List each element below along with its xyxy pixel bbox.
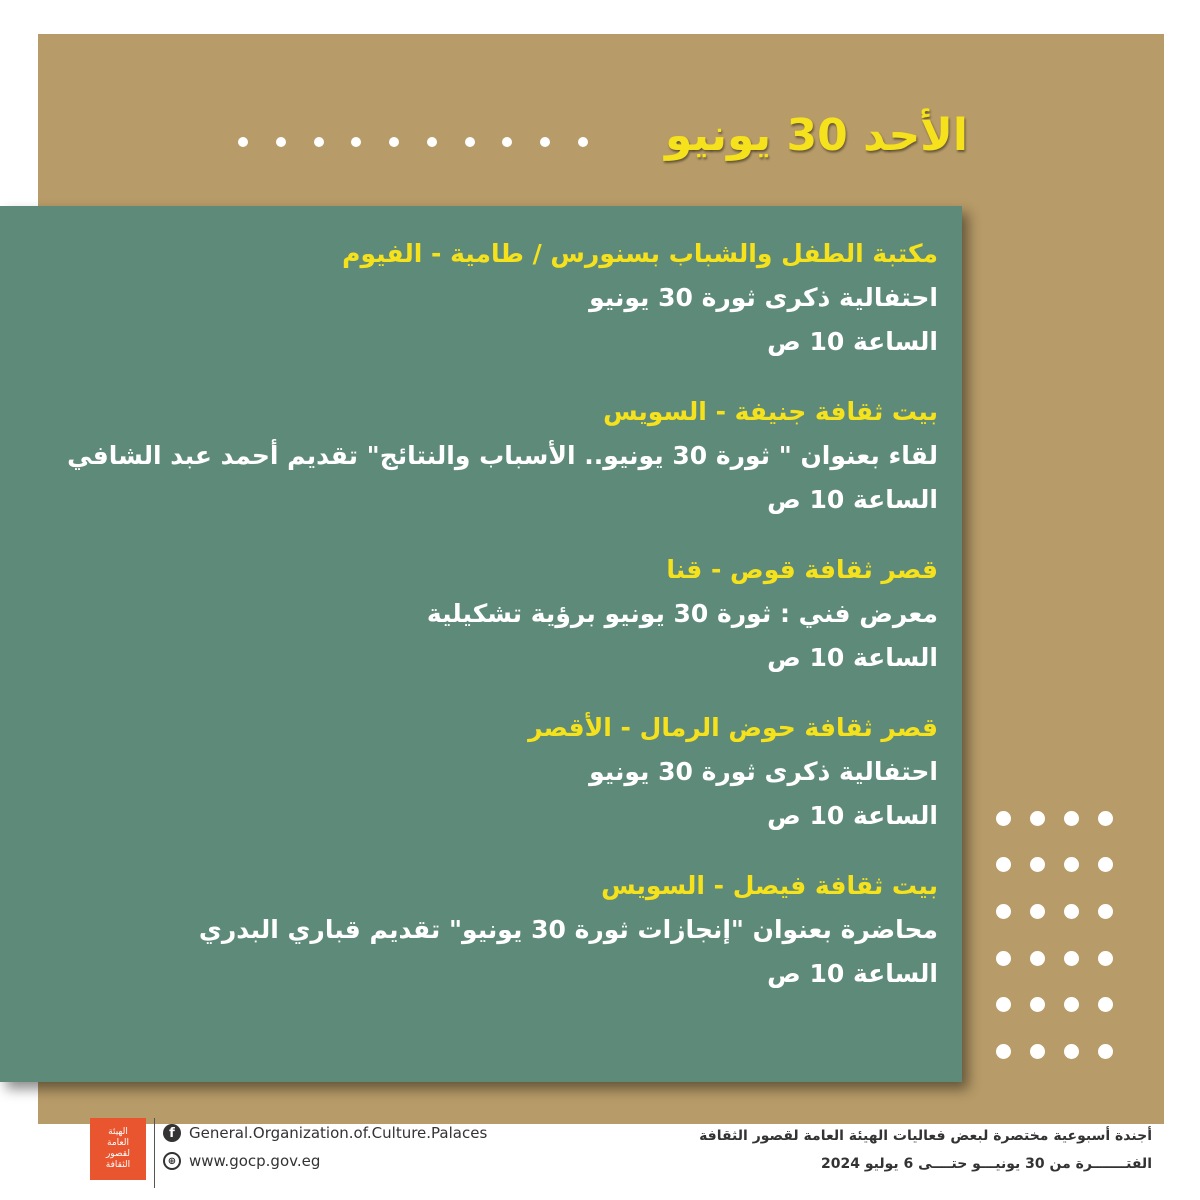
event-item [58,390,938,522]
agenda-line: أجندة أسبوعية مختصرة لبعض فعاليات الهيئة العامة لقصور الثقافة [699,1128,1152,1144]
dot [1030,997,1045,1012]
event-description: لقاء بعنوان " ثورة 30 يونيو.. الأسباب والنتائج" تقديم أحمد عبد الشافي [67,441,938,470]
dot [996,997,1011,1012]
dot [1064,811,1079,826]
globe-icon: ⊕ [163,1152,181,1170]
logo-text-line: لقصور [105,1149,131,1159]
event-description: محاضرة بعنوان "إنجازات ثورة 30 يونيو" تقديم قباري البدري [198,915,938,944]
dot [1098,811,1113,826]
event-time: الساعة 10 ص [767,801,938,830]
dot [996,951,1011,966]
dot [1098,997,1113,1012]
dot [996,857,1011,872]
footer-divider [154,1118,155,1188]
dot [540,137,550,147]
event-time: الساعة 10 ص [767,643,938,672]
dot [276,137,286,147]
dot [1030,1044,1045,1059]
event-description: معرض فني : ثورة 30 يونيو برؤية تشكيلية [426,599,938,628]
website-link[interactable] [163,1152,487,1170]
facebook-icon: f [163,1124,181,1142]
event-time: الساعة 10 ص [767,485,938,514]
facebook-link[interactable] [163,1124,487,1142]
event-item [58,548,938,680]
event-description: احتفالية ذكرى ثورة 30 يونيو [589,757,938,786]
logo-text-line: الثقافة [105,1160,131,1170]
facebook-handle: General.Organization.of.Culture.Palaces [189,1124,488,1142]
event-venue: بيت ثقافة فيصل - السويس [601,871,938,900]
event-venue: قصر ثقافة حوض الرمال - الأقصر [528,713,938,742]
dot [578,137,588,147]
event-description: احتفالية ذكرى ثورة 30 يونيو [589,283,938,312]
dot [314,137,324,147]
dot [1030,904,1045,919]
period-line: الفتـــــــرة من 30 يونيـــو حتــــى 6 يوليو 2024 [821,1156,1152,1172]
dot [1064,1044,1079,1059]
dot [1030,857,1045,872]
dot [1098,951,1113,966]
day-title: الأحد 30 يونيو [664,110,968,161]
event-item [58,706,938,838]
event-time: الساعة 10 ص [767,327,938,356]
dot [502,137,512,147]
event-time: الساعة 10 ص [767,959,938,988]
logo-text-line: العامة [107,1138,129,1148]
dot [996,811,1011,826]
dot [1064,904,1079,919]
dot [1064,951,1079,966]
event-venue: قصر ثقافة قوص - قنا [666,555,938,584]
dot [1098,1044,1113,1059]
dot [996,1044,1011,1059]
dot [1030,811,1045,826]
footer-agenda-info [699,1122,1152,1178]
event-venue: بيت ثقافة جنيفة - السويس [603,397,938,426]
dot [351,137,361,147]
dot [1064,857,1079,872]
dot [1098,904,1113,919]
dot [238,137,248,147]
decorative-dot-grid [986,795,1122,1075]
decorative-dots-row [238,136,588,148]
events-list [58,232,938,1022]
dot [427,137,437,147]
event-item [58,864,938,996]
logo-text-line: الهيئة [108,1127,128,1137]
dot [1064,997,1079,1012]
website-url: www.gocp.gov.eg [189,1152,321,1170]
dot [465,137,475,147]
dot [996,904,1011,919]
event-item [58,232,938,364]
dot [1098,857,1113,872]
organization-logo [90,1118,146,1180]
dot [1030,951,1045,966]
footer-contact [90,1118,487,1188]
dot [389,137,399,147]
footer-links [163,1118,487,1170]
event-venue: مكتبة الطفل والشباب بسنورس / طامية - الفيوم [342,239,938,268]
